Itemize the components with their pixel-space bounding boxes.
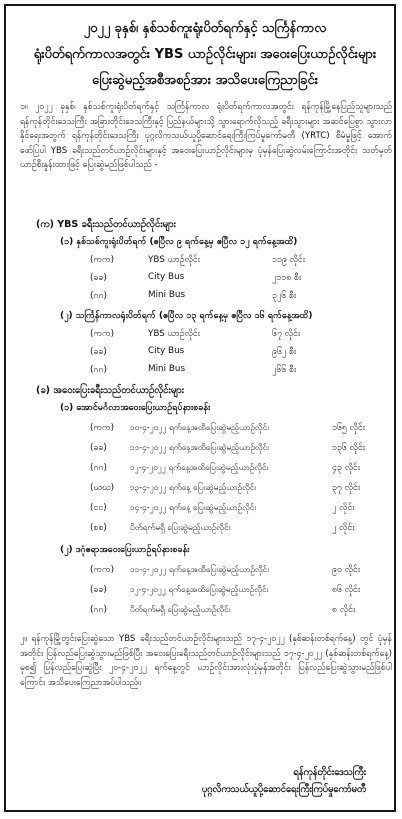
signature-block bbox=[202, 764, 366, 798]
title-line-2: ရုံးပိတ်ရက်ကာလအတွင်း YBS ယာဉ်လိုင်းများ၊ အဝေးပြေးယာဉ်လိုင်းများ bbox=[33, 47, 377, 62]
notice-title bbox=[32, 16, 378, 94]
closing-paragraph: ၂။ ရန်ကုန်မြို့တွင်းပြေးဆွဲသော YBS ခရီးသည်တင်ယာဉ်လိုင်းများသည် ၁၇-၄-၂၀၂၂ (နှစ်ဆန်းတစ်ရက်နေ့) တွင် ပုံမှန်အတိုင်း ပြန်လည်ပြေးဆွဲသွားမည်ဖြစ်ပြီး အဝေးပြေးခရီးသည်တင်ယာဉ်လိုင်းများသည် ၁၇-၄-၂၀၂၂ (နှစ်ဆန်းတစ်ရက်နေ့) မှစ၍ ပြန်လည်ပြေးဆွဲပြီး ၂၀-၄-၂၀၂၂ ရက်နေ့တွင် ယာဉ်လိုင်းအားလုံးပုံမှန်အတိုင်း ပြန်လည်ပြေးဆွဲသွားမည်ဖြစ်ပါကြောင်း အသိပေးကြေညာအပ်ပါသည်။ bbox=[20, 634, 392, 688]
ybs-new-year-heading: (၁) နှစ်သစ်ကူးရုံးပိတ်ရက် (ဧပြီလ ၉ ရက်နေ့မှ ဧပြီလ ၁၂ ရက်နေ့အထိ) bbox=[60, 237, 298, 247]
intro-paragraph: ၁။ ၂၀၂၂ ခုနှစ်၊ နှစ်သစ်ကူးရုံးပိတ်ရက်နှင့် သင်္ကြန်ကာလ ရုံးပိတ်ရက်ကာလအတွင်း ရန်ကုန်မြို့နေပြည်သူများသည် ရန်ကုန်တိုင်းဒေသကြီး အခြားတိုင်းဒေသကြီးနှင့် ပြည်နယ်များသို့ သွားရောက်လိုသည့် ခရီးသွားများ အဆင်ပြေစွာ သွားလာနိုင်ရေးအတွက် ရန်ကုန်တိုင်းဒေသကြီး ပုဂ္ဂလိကသယ်ယူပို့ဆောင်ရေးကြီးကြပ်မှုကော်မတီ (YRTC) စီမံမှုဖြင့် အောက်ဖော်ပြပါ YBS ခရီးသည်တင်ယာဉ်လိုင်းများနှင့် အဝေးပြေးယာဉ်လိုင်းများမှ ပုံမှန်ပြေးဆွဲလမ်းကြောင်းအတိုင်း သတ်မှတ်ယာဉ်စီးနှုန်းထားဖြင့် ပြေးဆွဲမည်ဖြစ်ပါသည် - bbox=[20, 102, 392, 171]
signature-line-1: ရန်ကုန်တိုင်းဒေသကြီး bbox=[293, 767, 366, 778]
section-ybs-heading: (က) YBS ခရီးသည်တင်ယာဉ်လိုင်းများ bbox=[36, 219, 176, 230]
title-line-3: ပြေးဆွဲမည့်အစီအစဉ်အား အသိပေးကြေညာခြင်း bbox=[92, 73, 318, 88]
notice-frame: ၂၀၂၂ ခုနှစ်၊ နှစ်သစ်ကူးရုံးပိတ်ရက်နှင့် သင်္ကြန်ကာလ ရုံးပိတ်ရက်ကာလအတွင်း YBS ယာဉ်လိုင်းများ၊ အဝေးပြေးယာဉ်လိုင်းများ ပြေးဆွဲမည့်အစီအစဉ်အား အသိပေးကြေညာခြင်း ၁။ ၂၀၂၂ ခုနှစ်၊ နှစ်သစ်ကူးရုံးပိတ်ရက်နှင့် သင်္ကြန်ကာလ ရုံးပိတ်ရက်ကာလအတွင်း ရန်ကုန်မြို့နေပြည်သူများသည် ရန်ကုန်တိုင်းဒေသကြီး အခြားတိုင်းဒေသကြီးနှင့် ပြည်နယ်များသို့ သွားရောက်လိုသည့် ခရီးသွားများ အဆင်ပြေစွာ သွားလာနိုင်ရေးအတွက် ရန်ကုန်တိုင်းဒေသကြီး ပုဂ္ဂလိကသယ်ယူပို့ဆောင်ရေးကြီးကြပ်မှုကော်မတီ (YRTC) စီမံမှုဖြင့် အောက်ဖော်ပြပါ YBS ခရီးသည်တင်ယာဉ်လိုင်းများနှင့် အဝေးပြေးယာဉ်လိုင်းများမှ ပုံမှန်ပြေးဆွဲလမ်းကြောင်းအတိုင်း သတ်မှတ်ယာဉ်စီးနှုန်းထားဖြင့် ပြေးဆွဲမည်ဖြစ်ပါသည် - (က) YBS ခရီးသည်တင်ယာဉ်လိုင်းများ (၁) နှစ်သစ်ကူးရုံးပိတ်ရက် (ဧပြီလ ၉ ရက်နေ့မှ ဧပြီလ ၁၂ ရက်နေ့အထိ) (ကက) YBS ယာဉ်လိုင်း ၁၁၉ လိုင်း (ခခ) City Bus ၂၁၁၈ စီး (ဂဂ) Mini Bus ၃၂၆ စီး (၂) သင်္ကြန်ကာလရုံးပိတ်ရက် (ဧပြီလ ၁၃ ရက်နေ့မှ ဧပြီလ ၁၆ ရက်နေ့အထိ) (ကက) YBS ယာဉ်လိုင်း ၆၇ လိုင်း (ခခ) City Bus ၉၆၂ စီး (ဂဂ) Mini Bus ၂၆၆ စီး (ခ) အဝေးပြေးခရီးသည်တင်ယာဉ်လိုင်းများ (၁) အောင်မင်္ဂလာအဝေးပြေးယာဉ်ရပ်နားစခန်း (ကက) ၁၀-၄-၂၀၂၂ ရက်နေ့အထိပြေးဆွဲမည့်ယာဉ်လိုင်း ၁၆၅ လိုင်း (ခခ) ၁၁-၄-၂၀၂၂ ရက်နေ့အထိပြေးဆွဲမည့်ယာဉ်လိုင်း ၁၃၆ လိုင်း (ဂဂ) ၁၂-၄-၂၀၂၂ ရက်နေ့အထိပြေးဆွဲမည့်ယာဉ်လိုင်း ၄၃ လိုင်း (ဃဃ) ၁၃-၄-၂၀၂၂ ရက်နေ့ ပြေးဆွဲမည့်ယာဉ်လိုင်း ၃၇ လိုင်း (ငင) ၁၄-၄-၂၀၂၂ ရက်နေ့ ပြေးဆွဲမည့်ယာဉ်လိုင်း ၂ လိုင်း (စစ) ပိတ်ရက်မရှိ ပြေးဆွဲမည့်ယာဉ်လိုင်း ၂ လိုင်း (၂) ဒဂုံဧရာအဝေးပြေးယာဉ်ရပ်နားစခန်း (ကက) ၁၁-၄-၂၀၂၂ ရက်နေ့အထိပြေးဆွဲမည့်ယာဉ်လိုင်း ၉၀ လိုင်း (ခခ) ၁၂-၄-၂၀၂၂ ရက်နေ့အထိပြေးဆွဲမည့်ယာဉ်လိုင်း ၈၆ လိုင်း (ဂဂ) ပိတ်ရက်မရှိ ပြေးဆွဲမည့်ယာဉ်လိုင်း ၈ လိုင်း ၂။ ရန်ကုန်မြို့တွင်းပြေးဆွဲသော YBS ခရီးသည်တင်ယာဉ်လိုင်းများသည် ၁၇-၄-၂၀၂၂ (နှစ်ဆန်းတစ်ရက်နေ့) တွင် ပုံမှန်အတိုင်း ပြန်လည်ပြေးဆွဲသွားမည်ဖြစ်ပြီး အဝေးပြေးခရီးသည်တင်ယာဉ်လိုင်းများသည် ၁၇-၄-၂၀၂၂ (နှစ်ဆန်းတစ်ရက်နေ့) မှစ၍ ပြန်လည်ပြေးဆွဲပြီး ၂၀-၄-၂၀၂၂ ရက်နေ့တွင် ယာဉ်လိုင်းအားလုံးပုံမှန်အတိုင်း ပြန်လည်ပြေးဆွဲသွားမည်ဖြစ်ပါကြောင်း အသိပေးကြေညာအပ်ပါသည်။ ရန်ကုန်တိုင်းဒေသကြီး ပုဂ္ဂလိကသယ်ယူပို့ဆောင်ရေးကြီးကြပ်မှုကော်မတီ bbox=[4, 4, 396, 812]
dagon-ayar-heading: (၂) ဒဂုံဧရာအဝေးပြေးယာဉ်ရပ်နားစခန်း bbox=[60, 545, 190, 555]
signature-line-2: ပုဂ္ဂလိကသယ်ယူပို့ဆောင်ရေးကြီးကြပ်မှုကော်မတီ bbox=[201, 784, 366, 795]
ybs-thingyan-heading: (၂) သင်္ကြန်ကာလရုံးပိတ်ရက် (ဧပြီလ ၁၃ ရက်နေ့မှ ဧပြီလ ၁၆ ရက်နေ့အထိ) bbox=[60, 311, 313, 321]
aung-mingalar-heading: (၁) အောင်မင်္ဂလာအဝေးပြေးယာဉ်ရပ်နားစခန်း bbox=[60, 403, 211, 413]
title-line-1: ၂၀၂၂ ခုနှစ်၊ နှစ်သစ်ကူးရုံးပိတ်ရက်နှင့် သင်္ကြန်ကာလ bbox=[83, 21, 327, 36]
section-highway-heading: (ခ) အဝေးပြေးခရီးသည်တင်ယာဉ်လိုင်းများ bbox=[36, 385, 185, 396]
